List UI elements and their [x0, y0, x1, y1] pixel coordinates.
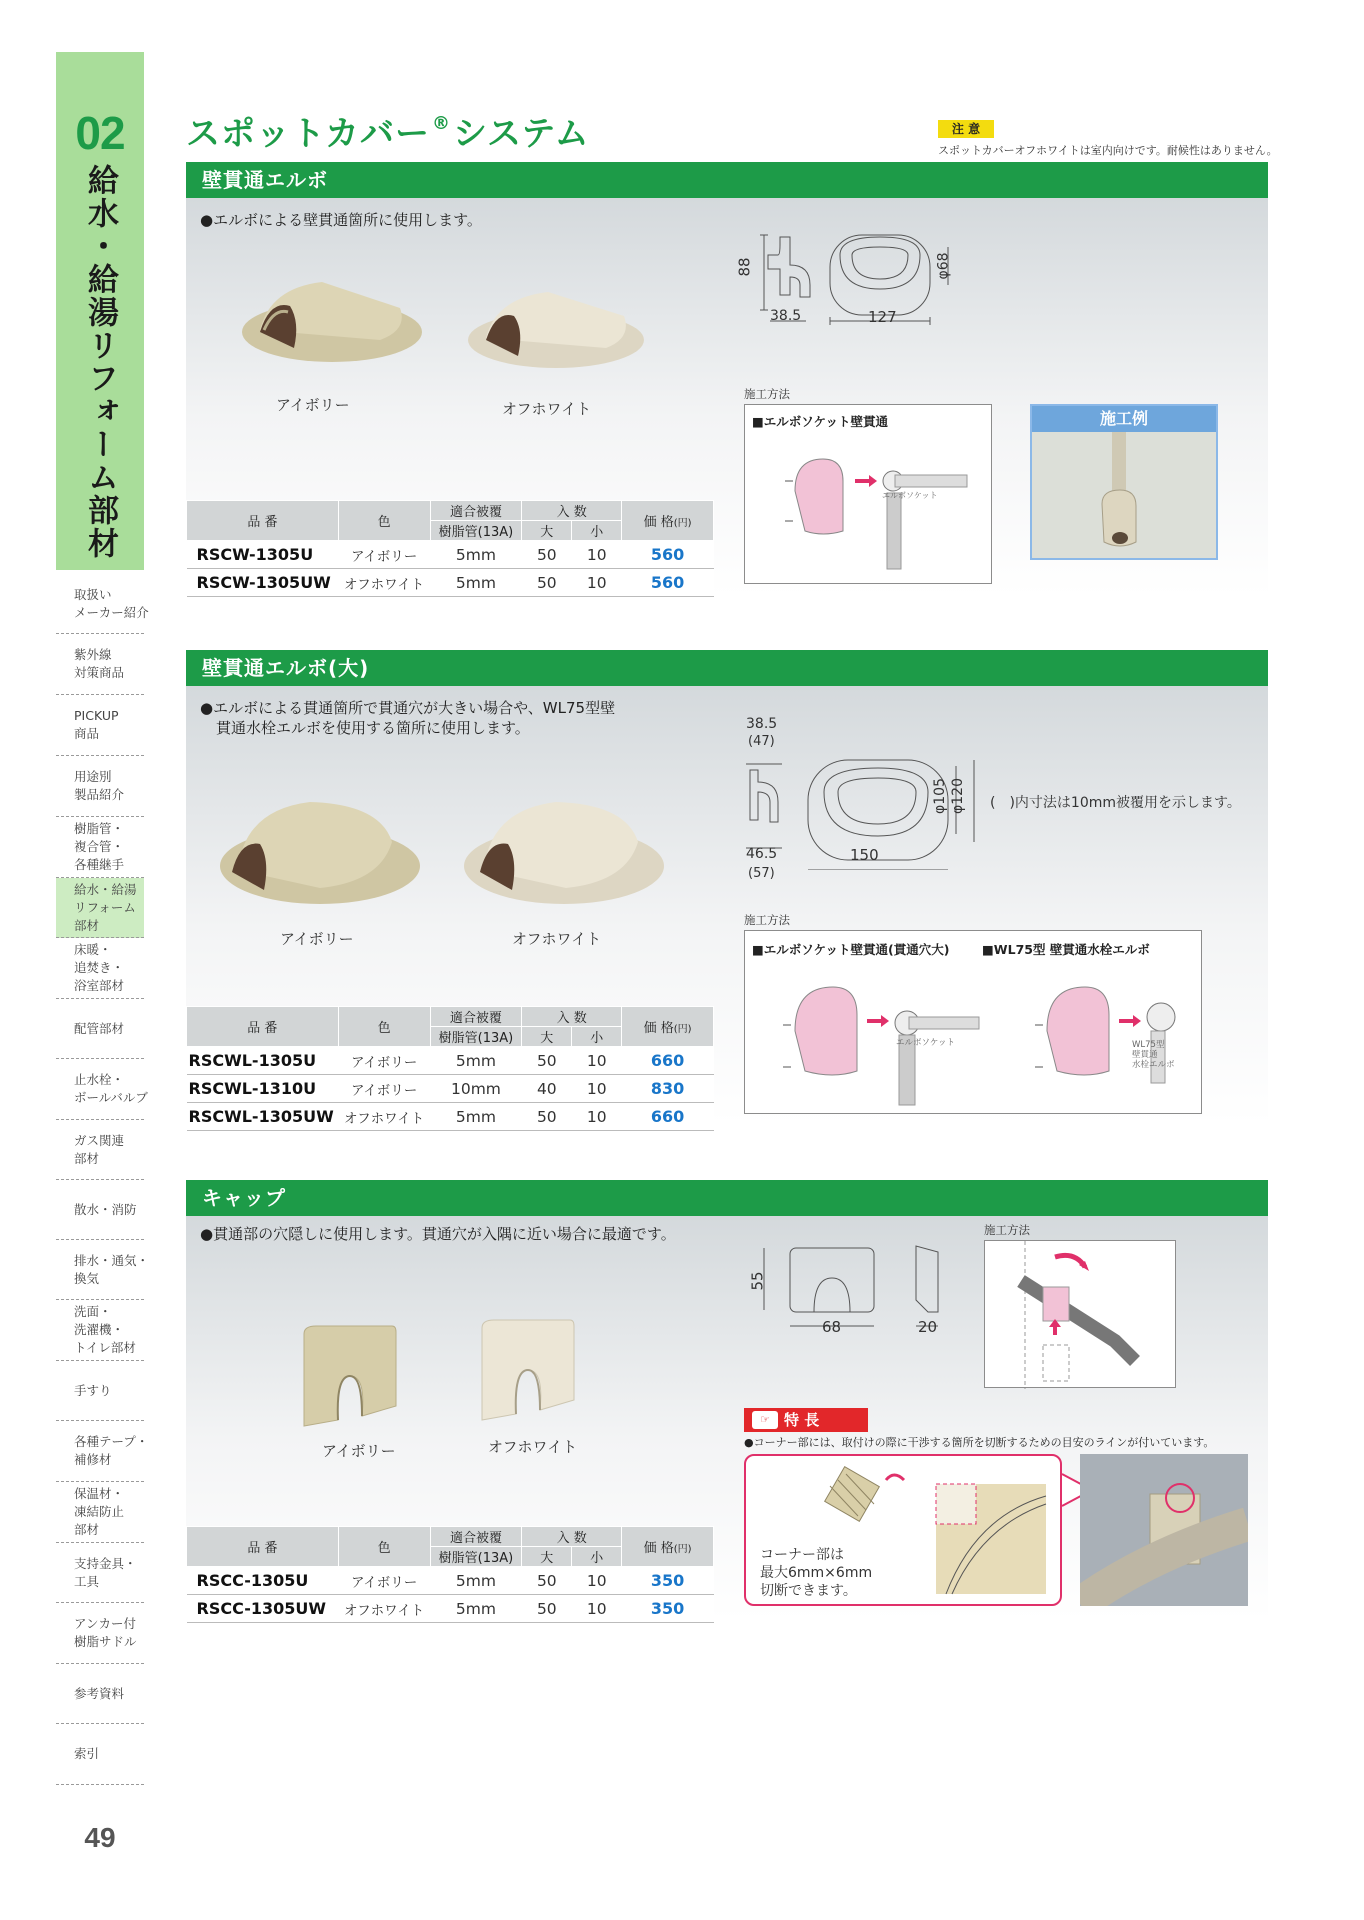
sidebar-item-label: 紫外線: [74, 647, 112, 662]
sidebar-item[interactable]: [56, 1180, 144, 1240]
example-label: 施工例: [1032, 406, 1216, 432]
sidebar-item-label: 追焚き・: [74, 960, 125, 975]
product-qty-large: 50: [522, 541, 572, 569]
section2-description-2: 貫通水栓エルボを使用する箇所に使用します。: [216, 719, 530, 737]
corner-explanation-box: [744, 1454, 1062, 1606]
th-color: 色: [338, 1527, 430, 1567]
th-code: 品 番: [187, 1527, 339, 1567]
sidebar-item-label: 洗面・: [74, 1304, 112, 1319]
elbow-offwhite-image: [456, 280, 656, 390]
section1-method-label: 施工方法: [744, 387, 790, 401]
sidebar-item[interactable]: [56, 1724, 144, 1785]
hand-icon: ☞: [752, 1411, 778, 1429]
section3-method-label: 施工方法: [984, 1223, 1030, 1237]
section1-method-title: ■エルボソケット壁貫通: [752, 414, 889, 429]
product-qty-large: 50: [522, 569, 572, 597]
sidebar-item-label: 部材: [74, 1150, 100, 1166]
section3-label-ivory: アイボリー: [322, 1442, 396, 1460]
sidebar-item[interactable]: [56, 878, 144, 938]
section2-label-ivory: アイボリー: [280, 930, 354, 948]
product-qty-large: 50: [522, 1595, 572, 1623]
th-color: 色: [338, 501, 430, 541]
th-qty: 入 数: [522, 501, 622, 521]
sidebar-item-label: 樹脂サドル: [74, 1634, 137, 1649]
section3-description: ●貫通部の穴隠しに使用します。貫通穴が入隅に近い場合に最適です。: [200, 1225, 676, 1243]
th-color: 色: [338, 1007, 430, 1047]
section1-dim-dia: φ68: [935, 252, 952, 280]
sidebar-item-label: 止水栓・: [74, 1072, 125, 1087]
sidebar-item-label: 複合管・: [74, 839, 125, 854]
sidebar-item-label: 部材: [74, 917, 100, 933]
sidebar-item-label: 各種継手: [74, 857, 125, 872]
table-row: [187, 1075, 714, 1103]
product-pipe: 5mm: [430, 1595, 522, 1623]
sidebar-item-label: 取扱い: [74, 586, 112, 602]
chapter-number: 02: [75, 107, 125, 159]
sidebar-item-label: メーカー紹介: [74, 604, 149, 620]
sidebar-item[interactable]: [56, 1482, 144, 1543]
section1-spec-table: [186, 500, 714, 597]
sidebar-item[interactable]: [56, 817, 144, 878]
sidebar-item-label: 床暖・: [74, 942, 112, 957]
product-color: オフホワイト: [338, 1595, 430, 1623]
section1-label-offwhite: オフホワイト: [502, 400, 592, 418]
section2-method-label: 施工方法: [744, 913, 790, 927]
table-row: [187, 1103, 714, 1131]
sidebar-item[interactable]: [56, 1664, 144, 1724]
sidebar-item-label: 給水・給湯: [74, 881, 137, 897]
product-color: アイボリー: [338, 1047, 430, 1075]
corner-text: コーナー部は 最大6mm×6mm 切断できます。: [760, 1547, 873, 1599]
th-price: 価 格(円): [622, 1007, 714, 1047]
sidebar-item[interactable]: [56, 999, 144, 1059]
section1-example-photo: [1030, 404, 1218, 560]
product-pipe: 5mm: [430, 569, 522, 597]
sidebar-item-label: リフォーム: [74, 899, 136, 915]
product-color: アイボリー: [338, 541, 430, 569]
section2-label-offwhite: オフホワイト: [512, 930, 602, 948]
sidebar-item[interactable]: [56, 1421, 149, 1482]
sidebar-item-label: ボールバルブ: [74, 1090, 148, 1105]
th-pipe-1: 適合被覆: [430, 1527, 522, 1547]
product-code: RSCWL-1310U: [187, 1075, 339, 1103]
product-price: 660: [622, 1103, 714, 1131]
registered-mark: ®: [431, 113, 451, 134]
table-row: [187, 569, 714, 597]
sidebar-item-label: 参考資料: [74, 1685, 125, 1701]
product-qty-small: 10: [572, 541, 622, 569]
section2-dim-bottom: 46.5: [746, 846, 778, 862]
section1-description: ●エルボによる壁貫通箇所に使用します。: [200, 211, 482, 229]
th-qty-large: 大: [522, 1547, 572, 1567]
product-pipe: 5mm: [430, 1567, 522, 1595]
table-row: [187, 1595, 714, 1623]
elbow-large-ivory-image: [210, 790, 430, 920]
sidebar-item-label: 洗濯機・: [74, 1322, 125, 1337]
section3-spec-table: [186, 1526, 714, 1623]
feature-text: ●コーナー部には、取付けの際に干渉する箇所を切断するための目安のラインが付いています。: [744, 1436, 1215, 1449]
section1-label-ivory: アイボリー: [276, 396, 350, 414]
sidebar-item-label: ガス関連: [74, 1132, 125, 1148]
th-price: 価 格(円): [622, 1527, 714, 1567]
elbow-large-offwhite-image: [456, 790, 676, 920]
product-qty-small: 10: [572, 1075, 622, 1103]
product-price: 350: [622, 1567, 714, 1595]
product-qty-small: 10: [572, 1103, 622, 1131]
sidebar-item-label: 樹脂管・: [74, 821, 125, 836]
th-pipe-1: 適合被覆: [430, 1007, 522, 1027]
product-code: RSCWL-1305UW: [187, 1103, 339, 1131]
section2-spec-table: [186, 1006, 714, 1131]
section1-dim-w: 38.5: [770, 308, 802, 324]
sidebar-item-label: 手すり: [74, 1382, 112, 1398]
sidebar-item[interactable]: [56, 1300, 144, 1361]
chapter-title: 給水・給湯リフォーム部材: [82, 164, 118, 560]
product-price: 830: [622, 1075, 714, 1103]
title-tail: システム: [452, 114, 590, 154]
product-color: オフホワイト: [338, 1103, 430, 1131]
th-price: 価 格(円): [622, 501, 714, 541]
th-code: 品 番: [187, 1007, 339, 1047]
sidebar-item-label: 用途別: [74, 769, 112, 784]
product-code: RSCW-1305UW: [187, 569, 339, 597]
product-qty-large: 40: [522, 1075, 572, 1103]
sidebar-item-label: 商品: [74, 726, 100, 741]
section3-title: キャップ: [186, 1180, 1268, 1216]
product-qty-small: 10: [572, 1595, 622, 1623]
sidebar-item-label: PICKUP: [74, 708, 119, 723]
th-pipe-2: 樹脂管(13A): [430, 1027, 522, 1047]
product-qty-small: 10: [572, 1047, 622, 1075]
section3-label-offwhite: オフホワイト: [488, 1438, 578, 1456]
sidebar-item-label: 配管部材: [74, 1020, 125, 1036]
product-code: RSCW-1305U: [187, 541, 339, 569]
section2-dim-dia1: φ105: [931, 778, 948, 814]
product-qty-large: 50: [522, 1047, 572, 1075]
notice-text: スポットカバーオフホワイトは室内向けです。耐候性はありません。: [938, 144, 1278, 157]
section3-method-illustration: [985, 1241, 1177, 1389]
sidebar-item-label: 索引: [74, 1746, 100, 1761]
sidebar-item-label: 対策商品: [74, 665, 125, 680]
sidebar-item-label: アンカー付: [74, 1616, 137, 1631]
table-row: [187, 1047, 714, 1075]
sidebar-item-label: 排水・通気・: [74, 1252, 150, 1268]
th-qty-small: 小: [572, 521, 622, 541]
section2-dim-note: ( )内寸法は10mm被覆用を示します。: [990, 795, 1241, 811]
section2-dim-bottom-paren: (57): [748, 866, 775, 881]
sidebar-item-label: 保温材・: [74, 1486, 125, 1501]
product-qty-small: 10: [572, 1567, 622, 1595]
th-qty-large: 大: [522, 1027, 572, 1047]
product-color: アイボリー: [338, 1075, 430, 1103]
sidebar-item-label: 浴室部材: [74, 978, 125, 993]
product-color: アイボリー: [338, 1567, 430, 1595]
sidebar-item[interactable]: [56, 1543, 144, 1603]
th-qty-small: 小: [572, 1547, 622, 1567]
product-price: 560: [622, 569, 714, 597]
sidebar-item-label: 凍結防止: [74, 1504, 125, 1519]
page-number: 49: [84, 1822, 116, 1853]
section1-dim-h: 88: [735, 257, 754, 277]
elbow-ivory-image: [230, 270, 430, 380]
product-price: 350: [622, 1595, 714, 1623]
sidebar-item-label: 補修材: [74, 1452, 112, 1467]
section1-dim-len: 127: [868, 308, 897, 326]
product-qty-small: 10: [572, 569, 622, 597]
sidebar-item-label: 各種テープ・: [74, 1434, 149, 1449]
section1-method-illustration: [775, 441, 975, 571]
th-pipe-2: 樹脂管(13A): [430, 521, 522, 541]
chapter-tab: [56, 52, 144, 570]
product-pipe: 5mm: [430, 541, 522, 569]
section3-dim-h: 55: [748, 1271, 767, 1291]
section2-dim-top: 38.5: [746, 716, 778, 732]
product-qty-large: 50: [522, 1103, 572, 1131]
sidebar-item[interactable]: [56, 1361, 144, 1421]
sidebar-item[interactable]: [56, 634, 144, 695]
sidebar-item[interactable]: [56, 695, 144, 756]
section2-dim-len: 150: [850, 846, 879, 864]
section3-dim-w: 68: [822, 1318, 842, 1336]
th-code: 品 番: [187, 501, 339, 541]
section2-title: 壁貫通エルボ(大): [186, 650, 1268, 686]
product-code: RSCWL-1305U: [187, 1047, 339, 1075]
product-price: 560: [622, 541, 714, 569]
sidebar-item[interactable]: [56, 1240, 150, 1300]
th-qty-small: 小: [572, 1027, 622, 1047]
sidebar-item[interactable]: [56, 1120, 144, 1180]
section2-description-1: ●エルボによる貫通箇所で貫通穴が大きい場合や、WL75型壁: [200, 699, 616, 717]
th-pipe-2: 樹脂管(13A): [430, 1547, 522, 1567]
th-qty: 入 数: [522, 1007, 622, 1027]
sidebar-item[interactable]: [56, 1603, 144, 1664]
sidebar-item[interactable]: [56, 938, 144, 999]
product-pipe: 5mm: [430, 1103, 522, 1131]
cap-ivory-image: [296, 1316, 406, 1436]
title-main: スポットカバー: [186, 114, 430, 154]
section2-wl75-label: WL75型 壁貫通 水栓エルボ: [1132, 1040, 1175, 1070]
product-color: オフホワイト: [338, 569, 430, 597]
section1-elbow-socket-label: エルボソケット: [882, 491, 938, 500]
th-qty: 入 数: [522, 1527, 622, 1547]
sidebar-item-label: 製品紹介: [74, 787, 125, 802]
sidebar-nav: [56, 574, 150, 1785]
table-row: [187, 541, 714, 569]
product-price: 660: [622, 1047, 714, 1075]
section2-elbow-socket-label: エルボソケット: [896, 1038, 955, 1048]
section2-dim-top-paren: (47): [748, 734, 775, 749]
table-row: [187, 1567, 714, 1595]
section2-method-title-right: ■WL75型 壁貫通水栓エルボ: [982, 942, 1150, 957]
product-pipe: 10mm: [430, 1075, 522, 1103]
section1-title: 壁貫通エルボ: [186, 162, 1268, 198]
product-code: RSCC-1305U: [187, 1567, 339, 1595]
section2-dim-dia2: φ120: [949, 778, 966, 814]
section3-example-photo: [1080, 1454, 1248, 1606]
sidebar-item-label: トイレ部材: [74, 1340, 136, 1355]
cap-offwhite-image: [474, 1310, 584, 1430]
sidebar-item-label: 換気: [74, 1270, 100, 1286]
th-qty-large: 大: [522, 521, 572, 541]
sidebar-item-label: 支持金具・: [74, 1555, 137, 1571]
product-code: RSCC-1305UW: [187, 1595, 339, 1623]
sidebar-item[interactable]: [56, 1059, 148, 1120]
sidebar-item-label: 部材: [74, 1522, 100, 1537]
sidebar-item-label: 散水・消防: [74, 1201, 137, 1217]
feature-badge: ☞ 特 長: [744, 1408, 868, 1432]
th-pipe-1: 適合被覆: [430, 501, 522, 521]
section1-method-box: [744, 404, 992, 584]
page-title: [186, 106, 590, 155]
product-qty-large: 50: [522, 1567, 572, 1595]
section3-dim-d: 20: [918, 1318, 938, 1336]
notice-badge: 注 意: [938, 120, 994, 138]
section2-method-title-left: ■エルボソケット壁貫通(貫通穴大): [752, 942, 950, 957]
section3-method-box: [984, 1240, 1176, 1388]
sidebar-item-label: 工具: [74, 1573, 100, 1589]
product-pipe: 5mm: [430, 1047, 522, 1075]
sidebar-item[interactable]: [56, 756, 144, 817]
sidebar-item[interactable]: [56, 574, 149, 634]
